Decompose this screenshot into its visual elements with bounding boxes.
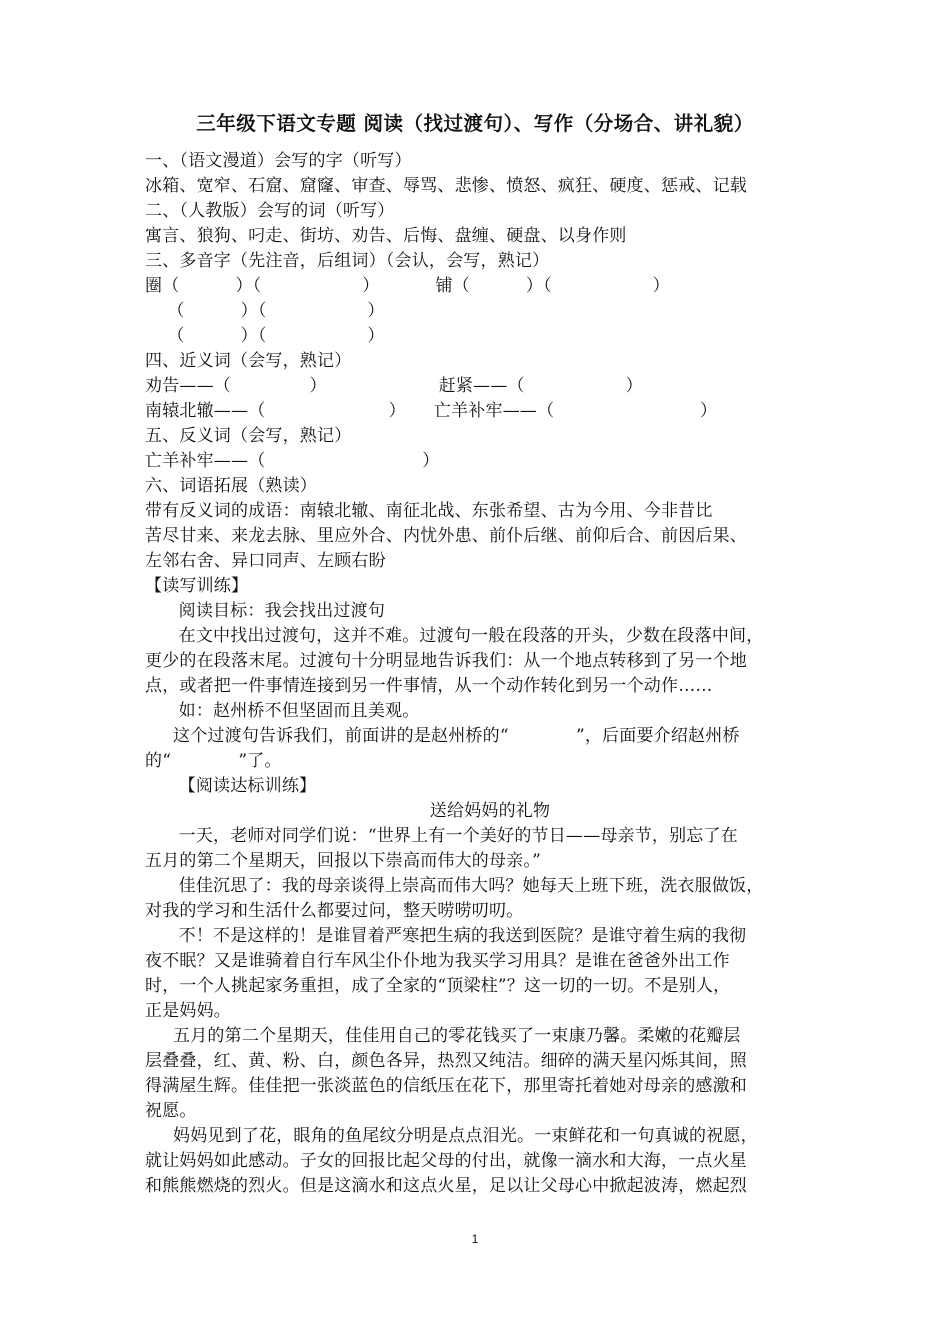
text-line: 在文中找出过渡句，这并不难。过渡句一般在段落的开头，少数在段落中间， <box>145 626 764 646</box>
text-line: 五月的第二个星期天，回报以下崇高而伟大的母亲。” <box>145 851 541 871</box>
fill-blank-line: 圈（ ）（ ） 铺（ ）（ ） <box>145 276 670 296</box>
text-line: 带有反义词的成语：南辕北辙、南征北战、东张希望、古为今用、今非昔比 <box>145 501 713 521</box>
fill-blank-line: 劝告——（ ） 赶紧——（ ） <box>145 376 643 396</box>
section-heading: 五、反义词（会写，熟记） <box>145 426 352 446</box>
section-heading: 【读写训练】 <box>145 576 249 596</box>
text-line: 佳佳沉思了：我的母亲谈得上崇高而伟大吗？她每天上班下班，洗衣服做饭， <box>145 876 764 896</box>
fill-blank-line: （ ）（ ） <box>145 301 385 321</box>
fill-blank-line: （ ）（ ） <box>145 326 385 346</box>
text-line: 左邻右舍、异口同声、左顾右盼 <box>145 551 386 571</box>
section-heading: 四、近义词（会写，熟记） <box>145 351 352 371</box>
section-heading: 三、多音字（先注音，后组词）（会认，会写，熟记） <box>145 251 550 271</box>
section-heading: 一、（语文漫道）会写的字（听写） <box>145 151 412 171</box>
section-heading: 【阅读达标训练】 <box>145 776 317 796</box>
text-line: 更少的在段落末尾。过渡句十分明显地告诉我们：从一个地点转移到了另一个地 <box>145 651 747 671</box>
section-heading: 二、（人教版）会写的词（听写） <box>145 201 395 221</box>
page-number: 1 <box>471 1232 479 1246</box>
text-line: 祝愿。 <box>145 1101 197 1121</box>
fill-blank-line: 这个过渡句告诉我们，前面讲的是赵州桥的“ ”，后面要介绍赵州桥 <box>145 726 740 746</box>
text-line: 层叠叠，红、黄、粉、白，颜色各异，热烈又纯洁。细碎的满天星闪烁其间，照 <box>145 1051 747 1071</box>
text-line: 对我的学习和生活什么都要过问，整天唠唠叨叨。 <box>145 901 524 921</box>
document-title: 三年级下语文专题 阅读（找过渡句）、写作（分场合、讲礼貌） <box>196 112 754 135</box>
fill-blank-line: 亡羊补牢——（ ） <box>145 451 440 471</box>
text-line: 和熊熊燃烧的烈火。但是这滴水和这点火星，足以让父母心中掀起波涛，燃起烈 <box>145 1176 747 1196</box>
article-title: 送给妈妈的礼物 <box>429 801 551 821</box>
fill-blank-line: 南辕北辙——（ ） 亡羊补牢——（ ） <box>145 401 718 421</box>
text-line: 苦尽甘来、来龙去脉、里应外合、内忧外患、前仆后继、前仰后合、前因后果、 <box>145 526 747 546</box>
text-line: 冰箱、宽窄、石窟、窟窿、审查、辱骂、悲惨、愤怒、疯狂、硬度、惩戒、记载 <box>145 176 747 196</box>
text-line: 时，一个人挑起家务重担，成了全家的“顶梁柱”？这一切的一切。不是别人， <box>145 976 731 996</box>
text-line: 妈妈见到了花，眼角的鱼尾纹分明是点点泪光。一束鲜花和一句真诚的祝愿， <box>145 1126 758 1146</box>
text-line: 一天，老师对同学们说：“世界上有一个美好的节日——母亲节，别忘了在 <box>145 826 738 846</box>
text-line: 得满屋生辉。佳佳把一张淡蓝色的信纸压在花下，那里寄托着她对母亲的感激和 <box>145 1076 747 1096</box>
text-line: 阅读目标：我会找出过渡句 <box>145 601 386 621</box>
text-line: 不！不是这样的！是谁冒着严寒把生病的我送到医院？是谁守着生病的我彻 <box>145 926 747 946</box>
text-line: 正是妈妈。 <box>145 1001 231 1021</box>
section-heading: 六、词语拓展（熟读） <box>145 476 317 496</box>
text-line: 如：赵州桥不但坚固而且美观。 <box>145 701 420 721</box>
text-line: 五月的第二个星期天，佳佳用自己的零花钱买了一束康乃馨。柔嫩的花瓣层 <box>145 1026 741 1046</box>
text-line: 夜不眠？又是谁骑着自行车风尘仆仆地为我买学习用具？是谁在爸爸外出工作 <box>145 951 730 971</box>
text-line: 就让妈妈如此感动。子女的回报比起父母的付出，就像一滴水和大海，一点火星 <box>145 1151 747 1171</box>
text-line: 寓言、狼狗、叼走、街坊、劝告、后悔、盘缠、硬盘、以身作则 <box>145 226 627 246</box>
fill-blank-line: 的“ ”了。 <box>145 751 282 771</box>
text-line: 点，或者把一件事情连接到另一件事情，从一个动作转化到另一个动作…… <box>145 676 713 696</box>
